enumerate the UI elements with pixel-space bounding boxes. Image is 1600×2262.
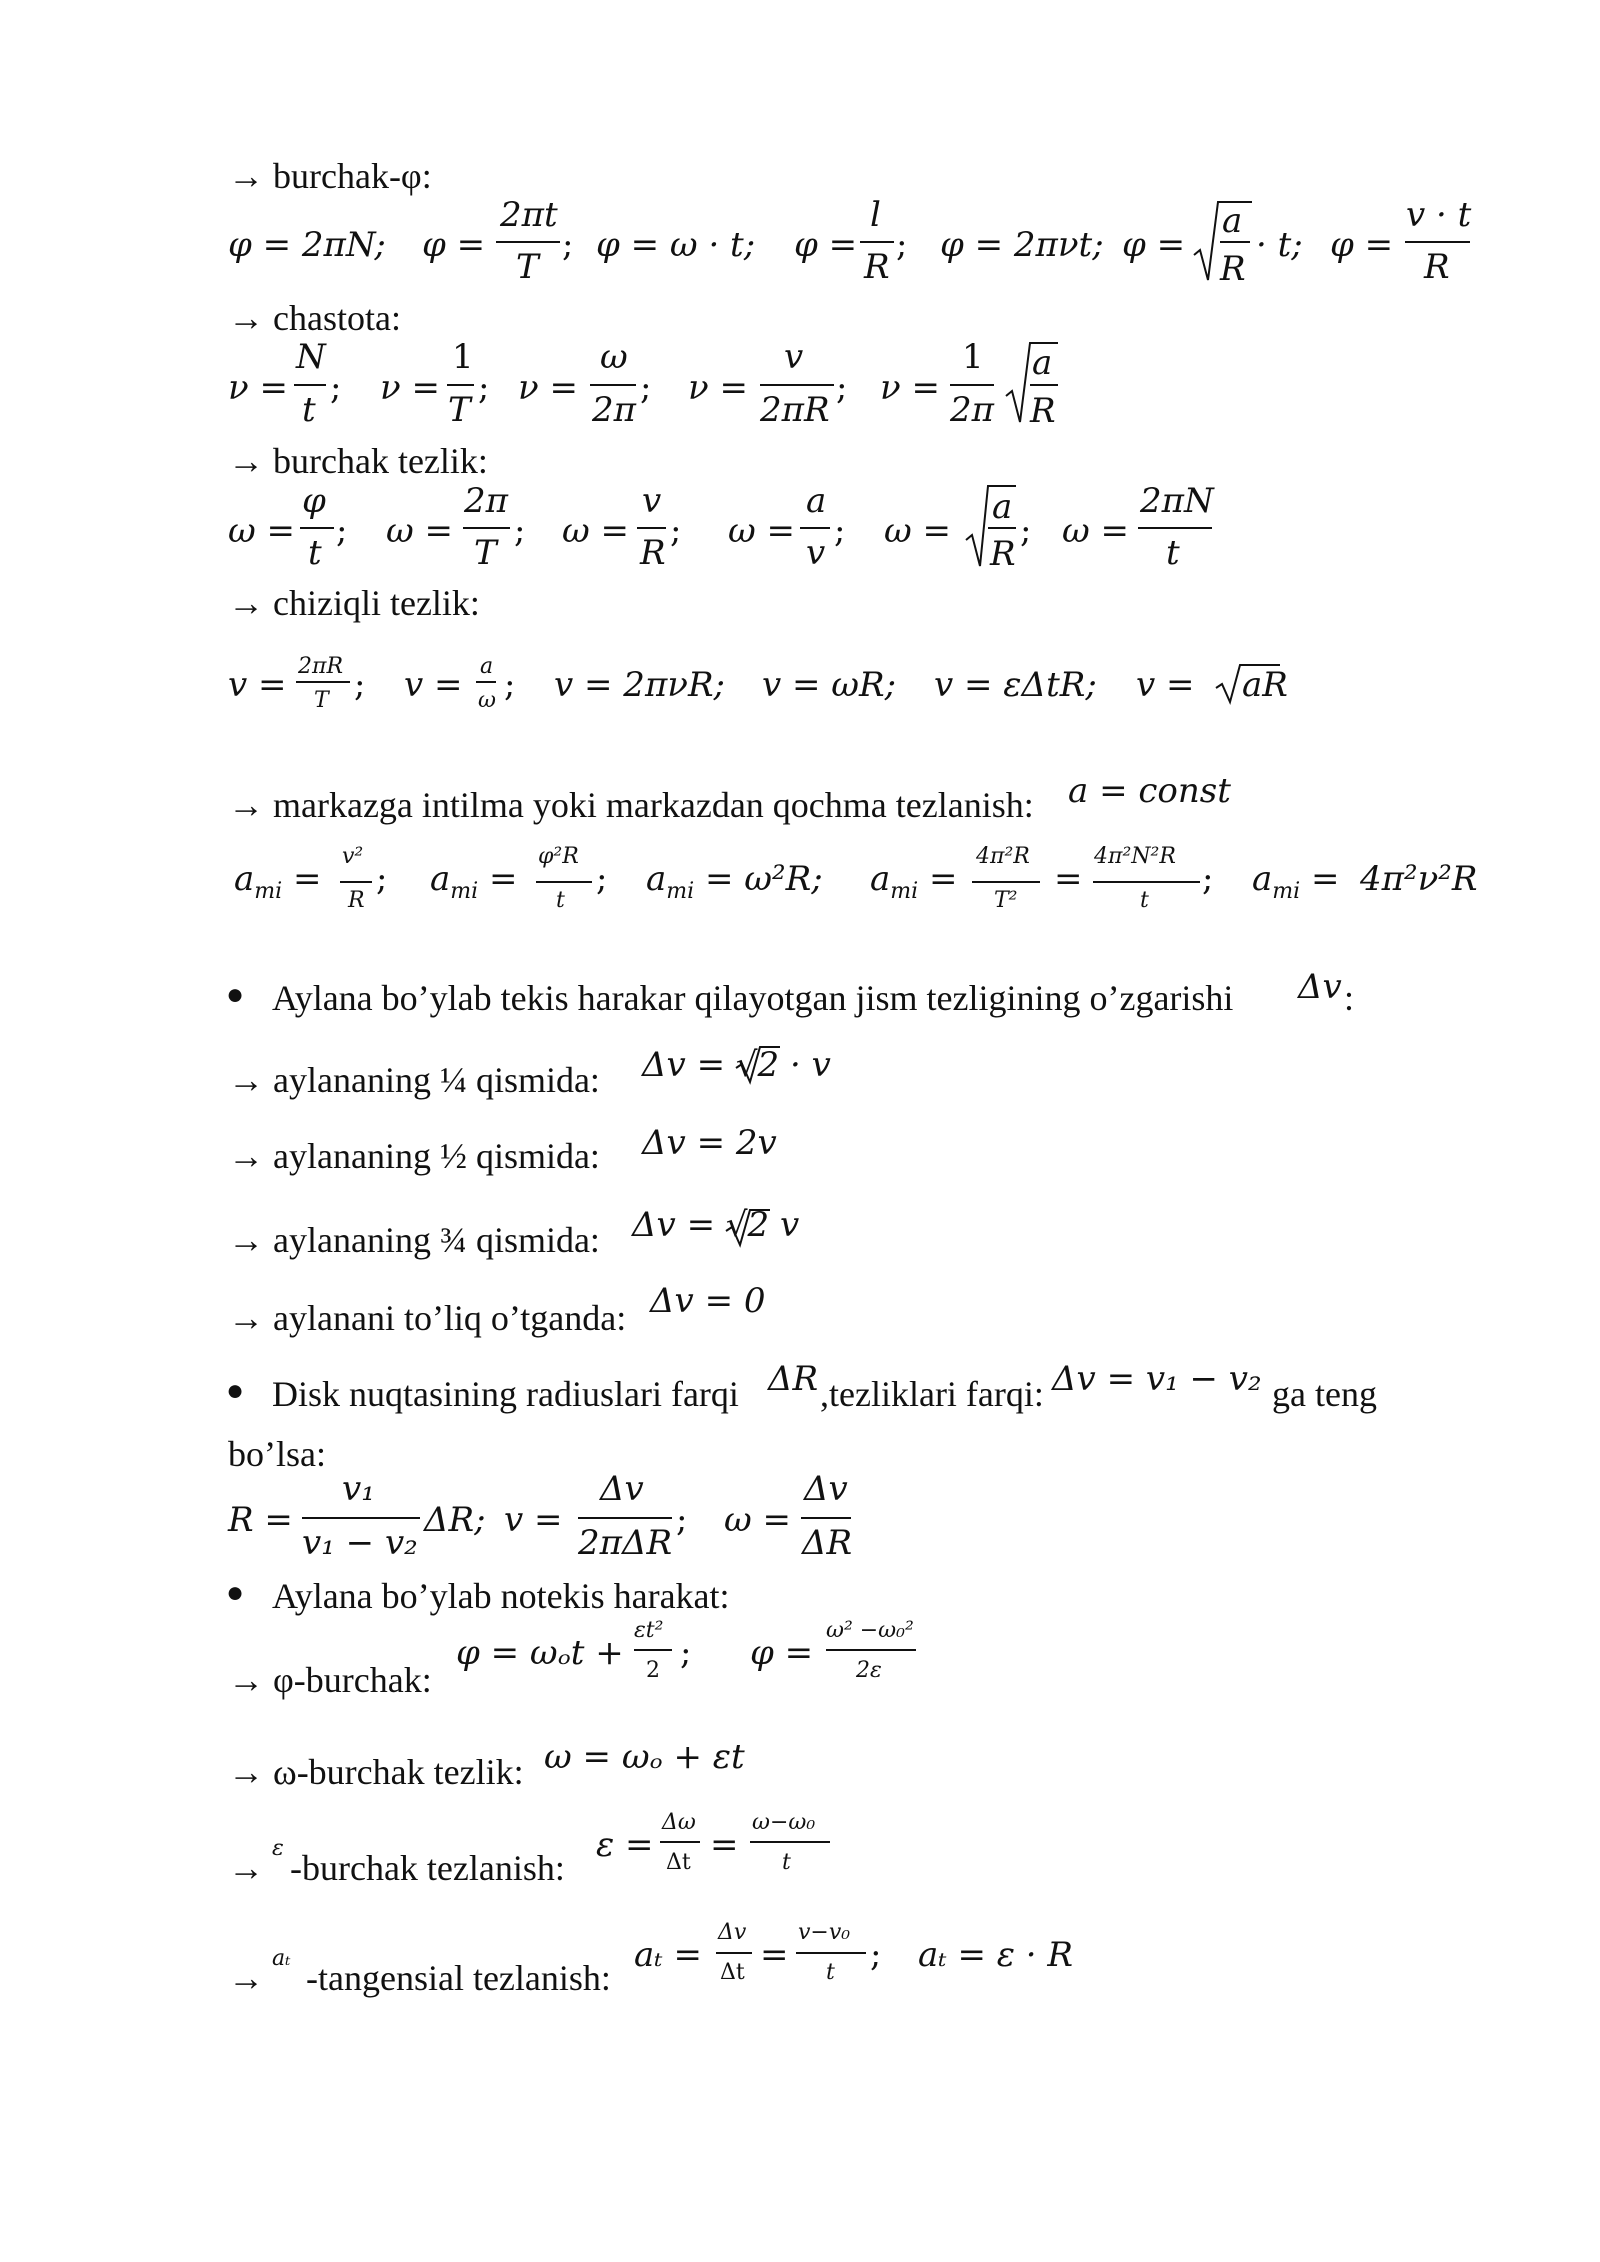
- formula-a-const: a = const: [1068, 771, 1231, 811]
- formula-notekis-phi-1-den: 2: [646, 1658, 660, 1683]
- formula-omega-4-lhs: ω =: [728, 511, 796, 551]
- formula-eps-2-den: t: [782, 1850, 791, 1875]
- formula-omega-4-num: a: [806, 481, 827, 521]
- formula-three-quarters: Δv = √2 v: [632, 1205, 800, 1245]
- formula-nu-3-lhs: ν =: [518, 368, 578, 408]
- disk-formula-v-num: Δv: [600, 1469, 644, 1509]
- formula-ami-3: $a_{mi} = \omega^2R$;: [646, 859, 823, 904]
- disk-formula-v-sep: ;: [676, 1500, 688, 1540]
- disk-formula-r-num: v₁: [342, 1469, 375, 1509]
- formula-notekis-phi-1-lhs: φ = ωₒt +: [456, 1633, 624, 1673]
- formula-phi-4-den: R: [864, 247, 890, 287]
- formula-omega-5-lhs: ω =: [884, 511, 952, 551]
- formula-omega-4-sep: ;: [834, 511, 846, 551]
- bullet-colon: :: [1344, 978, 1355, 1018]
- formula-eps-eq: =: [710, 1825, 739, 1865]
- formula-ami-4-eq: =: [1054, 859, 1083, 899]
- disk-formula-v-lhs: v =: [504, 1500, 563, 1540]
- bullet-icon: ●: [226, 978, 245, 1011]
- formula-at-sep: ;: [870, 1935, 882, 1975]
- formula-v-2-num: a: [480, 654, 494, 679]
- label-eps-symbol: ε: [272, 1836, 284, 1861]
- formula-phi-2-lhs: φ =: [422, 225, 486, 265]
- formula-nu-1-sep: ;: [330, 368, 342, 408]
- disk-text-2: ,tezliklari farqi:: [820, 1374, 1044, 1414]
- formula-at-1-den: Δt: [720, 1960, 745, 1985]
- formula-phi-5: φ = 2πνt;: [940, 225, 1104, 265]
- label-at-arrow: →: [228, 1958, 264, 1998]
- formula-phi-1: φ = 2πN;: [228, 225, 386, 265]
- formula-omega-5-num: a: [992, 487, 1013, 527]
- formula-nu-5-den: 2π: [950, 390, 994, 430]
- formula-phi-4-sep: ;: [896, 225, 908, 265]
- formula-ami-4-den: T²: [994, 888, 1018, 913]
- formula-omega-5-sep: ;: [1020, 511, 1032, 551]
- formula-ami-5-num: 4π²N²R: [1094, 844, 1176, 869]
- formula-nu-1-lhs: ν =: [228, 368, 288, 408]
- disk-text-1: Disk nuqtasining radiuslari farqi: [272, 1374, 739, 1414]
- heading-markaz: → markazga intilma yoki markazdan qochma tezlanish:: [228, 785, 1034, 825]
- formula-omega-6-lhs: ω =: [1062, 511, 1130, 551]
- formula-nu-5-lhs: ν =: [880, 368, 940, 408]
- bullet-text-aylana-tekis: Aylana bo’ylab tekis harakar qilayotgan jism tezligining o’zgarishi: [272, 978, 1234, 1018]
- heading-chiziqli-tezlik: → chiziqli tezlik:: [228, 583, 480, 623]
- label-three-quarters: → aylananing ¾ qismida:: [228, 1220, 600, 1260]
- formula-phi-2-num: 2πt: [500, 195, 558, 235]
- label-eps-burchak-tezlanish: -burchak tezlanish:: [290, 1848, 565, 1888]
- formula-omega-4-den: v: [806, 533, 826, 573]
- formula-nu-5-rad-den: R: [1030, 391, 1056, 431]
- formula-eps-1-num: Δω: [662, 1810, 696, 1835]
- formula-ami-5-sep: ;: [1202, 859, 1214, 899]
- formula-nu-3-sep: ;: [640, 368, 652, 408]
- formula-v-6-rad: aR: [1242, 665, 1288, 705]
- formula-phi-7-lhs: φ =: [1330, 225, 1394, 265]
- formula-omega-1-sep: ;: [336, 511, 348, 551]
- formula-phi-2-sep: ;: [562, 225, 574, 265]
- formula-ami-6-a: $a_{mi}$ =: [1252, 859, 1340, 904]
- disk-formula-v-den: 2πΔR: [578, 1523, 673, 1563]
- formula-nu-4-num: v: [784, 337, 804, 377]
- formula-omega-6-den: t: [1166, 533, 1180, 573]
- formula-v-2-den: ω: [478, 688, 496, 713]
- disk-symbol-delta-r: ΔR: [768, 1359, 819, 1399]
- formula-ami-5-den: t: [1140, 888, 1149, 913]
- formula-v-1-den: T: [314, 688, 329, 713]
- formula-ami-2-den: t: [556, 888, 565, 913]
- disk-formula-r-lhs: R =: [228, 1500, 293, 1540]
- formula-omega-3-sep: ;: [670, 511, 682, 551]
- formula-at-2-den: t: [826, 1960, 835, 1985]
- formula-full: Δv = 0: [650, 1281, 766, 1321]
- formula-ami-4-num: 4π²R: [976, 844, 1030, 869]
- formula-nu-3-den: 2π: [592, 390, 636, 430]
- formula-v-1-lhs: v =: [228, 665, 287, 705]
- formula-quarter: Δv = √2 · v: [642, 1045, 831, 1085]
- disk-formula-r-tail: ΔR;: [424, 1500, 486, 1540]
- formula-ami-1-sep: ;: [376, 859, 388, 899]
- formula-omega-2-num: 2π: [464, 481, 508, 521]
- formula-ami-2-sep: ;: [596, 859, 608, 899]
- formula-ami-6-rhs: 4π²ν²R: [1360, 859, 1478, 899]
- formula-v-5: v = εΔtR;: [934, 665, 1097, 705]
- label-at-symbol: aₜ: [272, 1946, 291, 1971]
- formula-nu-1-num: N: [296, 337, 326, 377]
- disk-text-4: bo’lsa:: [228, 1434, 326, 1474]
- formula-phi-7-den: R: [1424, 247, 1450, 287]
- label-omega-burchak-tezlik: → ω-burchak tezlik:: [228, 1752, 524, 1792]
- formula-v-3: v = 2πνR;: [554, 665, 726, 705]
- formula-v-1-num: 2πR: [298, 654, 344, 679]
- formula-omega-6-num: 2πN: [1140, 481, 1214, 521]
- formula-v-4: v = ωR;: [762, 665, 897, 705]
- formula-notekis-phi-2-num: ω² −ω₀²: [826, 1618, 914, 1643]
- formula-notekis-phi-2-lhs: φ =: [750, 1633, 814, 1673]
- formula-eps-2-num: ω−ω₀: [752, 1810, 816, 1835]
- disk-formula-omega-num: Δv: [804, 1469, 848, 1509]
- formula-nu-2-lhs: ν =: [380, 368, 440, 408]
- formula-at-2-num: v−v₀: [798, 1920, 851, 1945]
- formula-omega-3-den: R: [640, 533, 666, 573]
- formula-omega-3-num: v: [642, 481, 662, 521]
- formula-omega-1-den: t: [308, 533, 322, 573]
- formula-at-eq: =: [760, 1935, 789, 1975]
- formula-omega-3-lhs: ω =: [562, 511, 630, 551]
- formula-ami-1-den: R: [348, 888, 365, 913]
- bullet-icon: ●: [226, 1576, 245, 1609]
- disk-formula-r-den: v₁ − v₂: [302, 1523, 418, 1563]
- formula-v-2-lhs: v =: [404, 665, 463, 705]
- formula-nu-2-num: 1: [452, 337, 474, 377]
- formula-at-2: aₜ = ε · R: [918, 1935, 1074, 1975]
- formula-nu-5-rad-num: a: [1032, 343, 1053, 383]
- formula-delta-v: Δv: [1298, 967, 1342, 1007]
- bullet-icon: ●: [226, 1374, 245, 1407]
- formula-omega-2-den: T: [474, 533, 497, 573]
- formula-notekis-phi-1-sep: ;: [680, 1633, 692, 1673]
- formula-nu-3-num: ω: [600, 337, 628, 377]
- disk-formula-omega-den: ΔR: [802, 1523, 853, 1563]
- formula-notekis-phi-1-num: εt²: [634, 1618, 664, 1643]
- formula-phi-4-num: l: [870, 195, 881, 235]
- formula-notekis-phi-2-den: 2ε: [856, 1658, 882, 1683]
- formula-ami-1-num: v²: [342, 844, 364, 869]
- bullet-text-notekis: Aylana bo’ylab notekis harakat:: [272, 1576, 730, 1616]
- formula-nu-4-den: 2πR: [760, 390, 830, 430]
- formula-ami-4-a: $a_{mi}$ =: [870, 859, 958, 904]
- formula-v-2-sep: ;: [504, 665, 516, 705]
- heading-burchak-tezlik: → burchak tezlik:: [228, 441, 488, 481]
- formula-ami-2-num: φ²R: [538, 844, 579, 869]
- formula-omega-2-sep: ;: [514, 511, 526, 551]
- formula-nu-4-lhs: ν =: [688, 368, 748, 408]
- formula-v-6-lhs: v =: [1136, 665, 1195, 705]
- formula-phi-2-den: T: [516, 247, 539, 287]
- formula-at-lhs: aₜ =: [634, 1935, 702, 1975]
- formula-nu-1-den: t: [302, 390, 316, 430]
- label-eps-arrow: →: [228, 1848, 264, 1888]
- formula-phi-7-num: v · t: [1406, 195, 1472, 235]
- disk-text-3: ga teng: [1272, 1374, 1377, 1414]
- formula-omega-1-num: φ: [302, 481, 326, 521]
- formula-nu-2-sep: ;: [478, 368, 490, 408]
- formula-nu-2-den: T: [448, 390, 471, 430]
- disk-formula-omega-lhs: ω =: [724, 1500, 792, 1540]
- label-quarter: → aylananing ¼ qismida:: [228, 1060, 600, 1100]
- formula-v-1-sep: ;: [354, 665, 366, 705]
- formula-half: Δv = 2v: [642, 1123, 777, 1163]
- formula-phi-6-den: R: [1220, 249, 1246, 289]
- label-at-tangensial-tezlanish: -tangensial tezlanish:: [306, 1958, 611, 1998]
- formula-phi-4-lhs: φ =: [794, 225, 858, 265]
- formula-phi-3: φ = ω · t;: [596, 225, 756, 265]
- formula-omega-2-lhs: ω =: [386, 511, 454, 551]
- label-full: → aylanani to’liq o’tganda:: [228, 1298, 627, 1338]
- formula-at-1-num: Δv: [718, 1920, 747, 1945]
- formula-ami-2-a: $a_{mi}$ =: [430, 859, 518, 904]
- formula-eps-1-den: Δt: [666, 1850, 691, 1875]
- formula-nu-4-sep: ;: [836, 368, 848, 408]
- formula-ami-1-a: $a_{mi}$ =: [234, 859, 322, 904]
- label-phi-burchak: → φ-burchak:: [228, 1660, 432, 1700]
- heading-burchak: → burchak-φ:: [228, 156, 432, 196]
- formula-nu-5-num: 1: [962, 337, 984, 377]
- formula-notekis-omega: ω = ωₒ + εt: [544, 1737, 745, 1777]
- label-half: → aylananing ½ qismida:: [228, 1136, 600, 1176]
- heading-chastota: → chastota:: [228, 298, 401, 338]
- formula-phi-6-num: a: [1222, 201, 1243, 241]
- formula-omega-5-den: R: [990, 534, 1016, 574]
- disk-formula-diff: Δv = v₁ − v₂: [1052, 1359, 1262, 1399]
- formula-phi-6-tail: · t;: [1256, 225, 1303, 265]
- formula-eps-lhs: ε =: [596, 1825, 654, 1865]
- formula-omega-1-lhs: ω =: [228, 511, 296, 551]
- formula-phi-6-lhs: φ =: [1122, 225, 1186, 265]
